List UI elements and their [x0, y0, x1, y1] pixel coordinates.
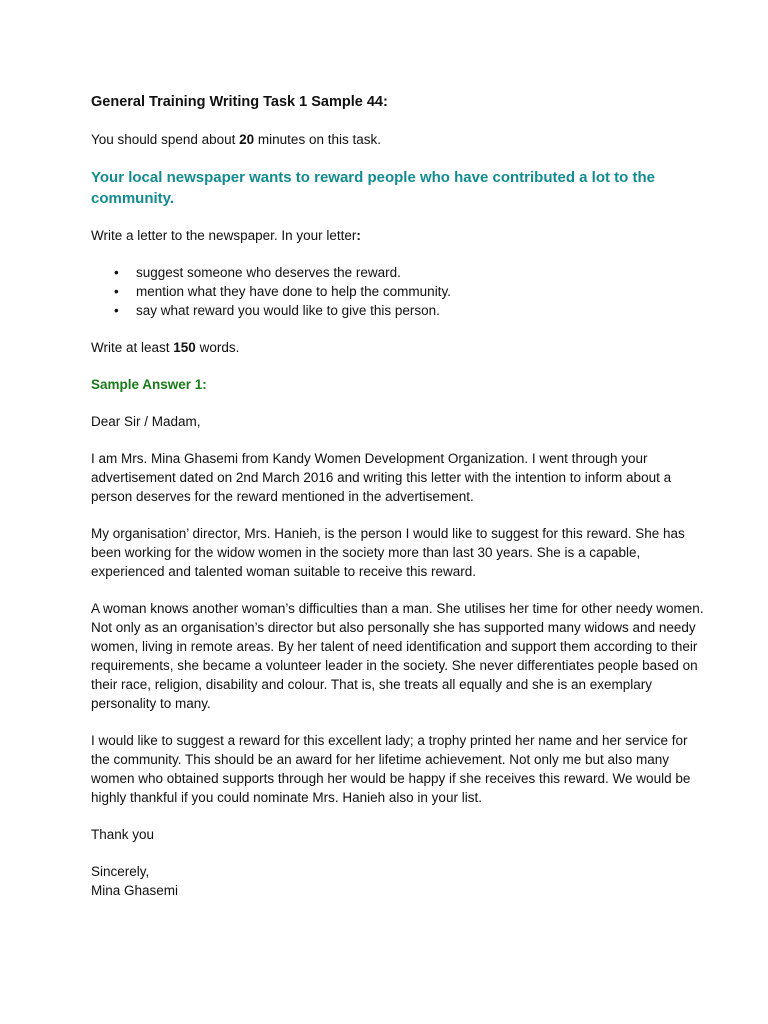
bullet-text: say what reward you would like to give this person. [136, 303, 440, 318]
letter-intro-colon: : [356, 228, 361, 243]
sample-answer-heading: Sample Answer 1: [91, 377, 207, 392]
page-title: General Training Writing Task 1 Sample 44: [91, 94, 388, 110]
list-item [91, 282, 708, 301]
letter-thanks: Thank you [91, 827, 155, 842]
time-instruction-suffix: minutes on this task. [254, 132, 381, 147]
letter-intro-text: Write a letter to the newspaper. In your letter [91, 228, 357, 243]
bullet-text: mention what they have done to help the community. [136, 284, 451, 299]
task-prompt: Your local newspaper wants to reward people who have contributed a lot to the community. [91, 169, 655, 207]
time-instruction-prefix: You should spend about [91, 132, 240, 147]
task-bullet-list [91, 263, 708, 320]
word-count-instruction [91, 338, 708, 357]
word-count-prefix: Write at least [91, 340, 174, 355]
bullet-icon: • [114, 265, 119, 280]
word-count-suffix: words. [195, 340, 240, 355]
letter-intro [91, 226, 708, 245]
word-count-number: 150 [173, 340, 196, 355]
list-item [91, 263, 708, 282]
letter-paragraph: I am Mrs. Mina Ghasemi from Kandy Women Development Organization. I went through your advertisement dated on 2nd March 2016 and writing this letter with the intention to inform about a person deserves for the reward mentioned in the advertisement. [91, 451, 672, 504]
time-instruction-minutes: 20 [239, 132, 255, 147]
letter-signature: Mina Ghasemi [91, 883, 179, 898]
bullet-icon: • [114, 303, 119, 318]
letter-paragraph: A woman knows another woman’s difficulties than a man. She utilises her time for other needy women. Not only as an organisation’s director but also personally she has supported many widows and needy women, living in remote areas. By her talent of need identification and support them according to their requirements, she became a volunteer leader in the society. She never differentiates people based on their race, religion, disability and colour. That is, she treats all equally and she is an exemplary personality to many. [91, 601, 704, 711]
time-instruction [91, 130, 708, 149]
letter-paragraph: My organisation’ director, Mrs. Hanieh, is the person I would like to suggest for this reward. She has been working for the widow women in the society more than last 30 years. She is a capable, experienced and talented woman suitable to receive this reward. [91, 526, 685, 579]
letter-paragraph: I would like to suggest a reward for this excellent lady; a trophy printed her name and her service for the community. This should be an award for her lifetime achievement. Not only me but also many women who obtained supports through her would be happy if she receives this reward. We would be highly thankful if you could nominate Mrs. Hanieh also in your list. [91, 733, 691, 805]
letter-salutation: Dear Sir / Madam, [91, 414, 201, 429]
list-item [91, 301, 708, 320]
letter-signoff: Sincerely, [91, 864, 150, 879]
bullet-icon: • [114, 284, 119, 299]
bullet-text: suggest someone who deserves the reward. [136, 265, 401, 280]
